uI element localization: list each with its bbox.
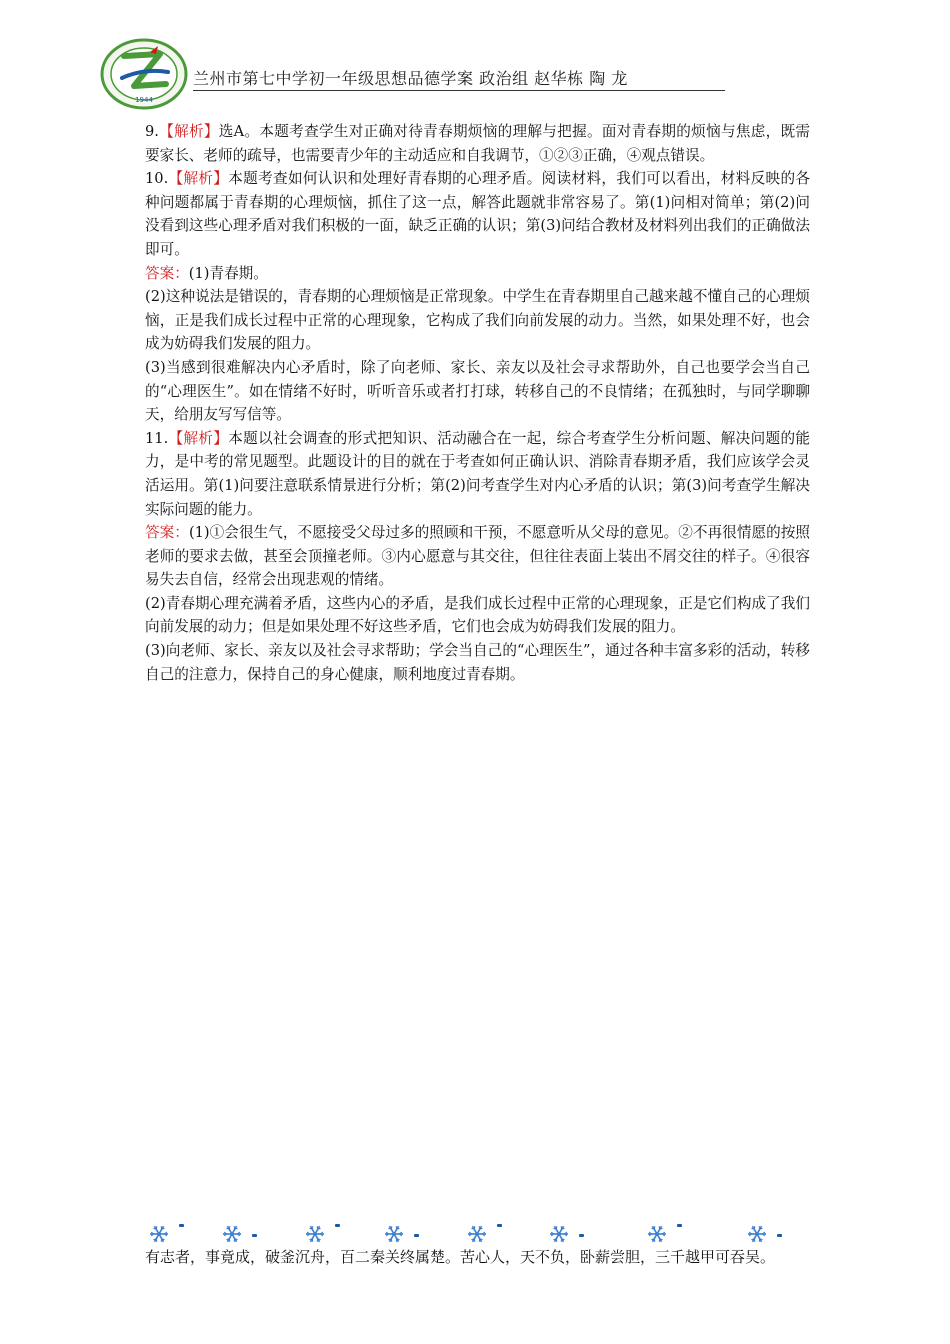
snowflake-group: [746, 1222, 786, 1244]
snowflake-icon: [304, 1224, 326, 1244]
q10-analysis: [145, 167, 810, 261]
snowflake-group: [148, 1222, 188, 1244]
q11-answer-1: [145, 521, 810, 592]
decor-dot: [179, 1224, 184, 1227]
q10-answer-1-text: (1)青春期。: [188, 264, 268, 282]
q11-analysis-tag: 【解析】: [168, 429, 229, 447]
q10-analysis-text: 本题考查如何认识和处理好青春期的心理矛盾。阅读材料，我们可以看出，材料反映的各种问题都属于青春期的心理烦恼，抓住了这一点，解答此题就非常容易了。第(1)问相对简单；第(2)问没看到这些心理矛盾对我们积极的一面，缺乏正确的认识；第(3)问结合教材及材料列出我们的正确做法即可。: [145, 170, 810, 258]
q11-answer-3: (3)向老师、家长、亲友以及社会寻求帮助；学会当自己的“心理医生”，通过各种丰富多彩的活动，转移自己的注意力，保持自己的身心健康，顺利地度过青春期。: [145, 642, 810, 683]
q9-number: 9.: [145, 123, 159, 140]
snowflake-group: [221, 1222, 261, 1244]
q10-answer-label: 答案：: [145, 264, 189, 282]
q11-answer-1-text: (1)①会很生气，不愿接受父母过多的照顾和干预，不愿意听从父母的意见。②不再很情愿的按照老师的要求去做，甚至会顶撞老师。③内心愿意与其交往，但往往表面上装出不屑交往的样子。④很容易失去自信，经常会出现悲观的情绪。: [145, 524, 810, 589]
q9-analysis-text: 选A。本题考查学生对正确对待青春期烦恼的理解与把握。面对青春期的烦恼与焦虑，既需要家长、老师的疏导，也需要青少年的主动适应和自我调节，①②③正确，④观点错误。: [145, 123, 810, 164]
decor-dot: [414, 1234, 419, 1237]
snowflake-icon: [383, 1224, 405, 1244]
q11-answer-label: 答案：: [145, 524, 189, 542]
q10-answer-1: [145, 262, 810, 286]
snowflake-icon: [221, 1224, 243, 1244]
school-logo-icon: [100, 38, 188, 110]
q9-analysis-tag: 【解析】: [158, 123, 219, 140]
snowflake-group: [383, 1222, 423, 1244]
q10-analysis-tag: 【解析】: [168, 170, 229, 188]
q10-answer-3: (3)当感到很难解决内心矛盾时，除了向老师、家长、亲友以及社会寻求帮助外，自己也要学会当自己的“心理医生”。如在情绪不好时，听听音乐或者打打球，转移自己的不良情绪；在孤独时，与同学聊聊天，给朋友写写信等。: [145, 358, 810, 424]
q11-number: 11.: [145, 429, 169, 447]
q9-analysis: [145, 120, 810, 167]
decor-dot: [579, 1234, 584, 1237]
logo-year: 1944: [135, 96, 153, 104]
q10-number: 10.: [145, 170, 169, 188]
snowflake-group: [466, 1222, 506, 1244]
q11-analysis: [145, 427, 810, 521]
q11-answer-2: (2)青春期心理充满着矛盾，这些内心的矛盾，是我们成长过程中正常的心理现象，正是它们构成了我们向前发展的动力；但是如果处理不好这些矛盾，它们也会成为妨碍我们发展的阻力。: [145, 594, 810, 636]
decor-dot: [335, 1224, 340, 1227]
document-body: [145, 120, 810, 686]
snowflake-group: [304, 1222, 344, 1244]
snowflake-icon: [148, 1224, 170, 1244]
snowflake-icon: [746, 1224, 768, 1244]
decor-dot: [777, 1234, 782, 1237]
decor-dot: [677, 1224, 682, 1227]
q10-answer-2: (2)这种说法是错误的，青春期的心理烦恼是正常现象。中学生在青春期里自己越来越不懂自己的心理烦恼，正是我们成长过程中正常的心理现象，它构成了我们向前发展的动力。当然，如果处理不好，也会成为妨碍我们发展的阻力。: [145, 288, 810, 353]
snowflake-icon: [466, 1224, 488, 1244]
footer-decoration: [148, 1222, 798, 1244]
decor-dot: [497, 1224, 502, 1227]
footer-motto: 有志者，事竟成，破釜沉舟，百二秦关终属楚。苦心人，天不负，卧薪尝胆，三千越甲可吞吴。: [145, 1248, 776, 1266]
snowflake-icon: [646, 1224, 668, 1244]
page-header: 兰州市第七中学初一年级思想品德学案 政治组 赵华栋 陶 龙: [193, 66, 725, 91]
decor-dot: [252, 1234, 257, 1237]
snowflake-group: [646, 1222, 686, 1244]
snowflake-icon: [548, 1224, 570, 1244]
snowflake-group: [548, 1222, 588, 1244]
q11-analysis-text: 本题以社会调查的形式把知识、活动融合在一起，综合考查学生分析问题、解决问题的能力，是中考的常见题型。此题设计的目的就在于考查如何正确认识、消除青春期矛盾，我们应该学会灵活运用。第(1)问要注意联系情景进行分析；第(2)问考查学生对内心矛盾的认识；第(3)问考查学生解决实际问题的能力。: [145, 429, 810, 518]
